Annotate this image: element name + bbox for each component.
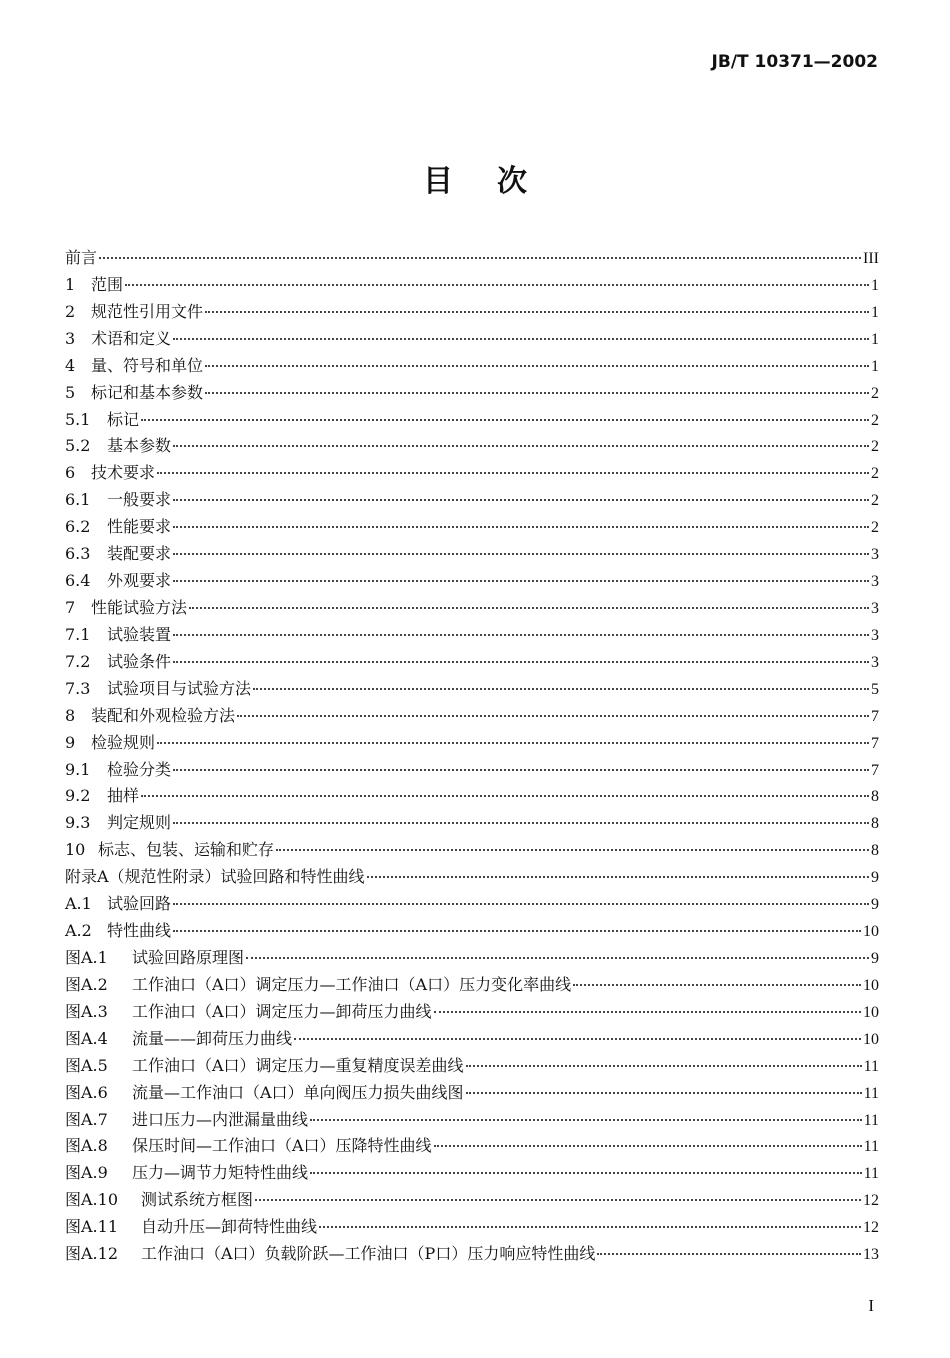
toc-entry[interactable] (65, 891, 879, 918)
toc-entry[interactable] (65, 837, 879, 864)
toc-entry-page: 2 (871, 411, 879, 429)
toc-leader-dots (466, 1092, 862, 1094)
toc-entry-number: 图A.4 (65, 1028, 108, 1048)
toc-entry-number: 9.3 (65, 813, 91, 833)
toc-entry[interactable] (65, 703, 879, 730)
toc-leader-dots (173, 580, 869, 582)
toc-entry-page: 11 (863, 1084, 879, 1102)
toc-entry-title: 前言 (65, 248, 98, 267)
toc-leader-dots (255, 1199, 861, 1201)
toc-entry-number: 图A.9 (65, 1163, 108, 1183)
toc-entry-number: 7.3 (65, 678, 91, 698)
toc-entry[interactable] (65, 1053, 879, 1080)
toc-entry-page: 11 (863, 1057, 879, 1075)
toc-entry-title: 术语和定义 (91, 328, 172, 348)
toc-leader-dots (205, 311, 869, 313)
page-title: 目次 (423, 164, 571, 199)
toc-entry-number: 8 (65, 705, 76, 725)
toc-entry[interactable] (65, 1107, 879, 1134)
toc-entry-number: 5.2 (65, 436, 91, 456)
toc-entry-title: 装配和外观检验方法 (91, 705, 236, 725)
toc-entry[interactable] (65, 595, 879, 622)
toc-entry-number: 5 (65, 382, 76, 402)
toc-leader-dots (205, 365, 869, 367)
toc-entry-page: 11 (863, 1165, 879, 1183)
toc-entry-title: 规范性引用文件 (91, 301, 204, 321)
toc-entry[interactable] (65, 999, 879, 1026)
toc-leader-dots (276, 849, 869, 851)
toc-entry-number: 9.1 (65, 759, 91, 779)
toc-entry-title: 流量——卸荷压力曲线 (132, 1028, 293, 1048)
toc-entry-page: 2 (871, 519, 879, 537)
toc-entry[interactable] (65, 487, 879, 514)
toc-entry-title: 试验回路 (107, 894, 172, 914)
toc-entry[interactable] (65, 1026, 879, 1053)
toc-entry[interactable] (65, 918, 879, 945)
toc-entry-page: 13 (863, 1246, 879, 1264)
toc-entry-title: 一般要求 (107, 490, 172, 510)
toc-entry-title: 检验规则 (91, 732, 156, 752)
toc-entry-page: 11 (863, 1138, 879, 1156)
toc-entry[interactable] (65, 326, 879, 353)
toc-entry-number: 7.2 (65, 651, 91, 671)
toc-leader-dots (173, 903, 869, 905)
toc-entry[interactable] (65, 353, 879, 380)
toc-leader-dots (434, 1011, 861, 1013)
toc-entry-page: 12 (863, 1192, 879, 1210)
toc-entry-number: 9.2 (65, 786, 91, 806)
toc-entry[interactable] (65, 622, 879, 649)
toc-leader-dots (173, 930, 861, 932)
toc-entry-title: 标记和基本参数 (91, 382, 204, 402)
toc-entry-title: 工作油口（A口）调定压力—卸荷压力曲线 (132, 1001, 432, 1021)
toc-entry[interactable] (65, 460, 879, 487)
toc-leader-dots (173, 634, 869, 636)
toc-entry-number: 图A.11 (65, 1217, 119, 1237)
toc-entry-page: 10 (863, 1003, 879, 1021)
toc-leader-dots (173, 526, 869, 528)
toc-entry-number: 6 (65, 463, 76, 483)
toc-entry-page: 12 (863, 1219, 879, 1237)
toc-leader-dots (310, 1119, 862, 1121)
toc-leader-dots (157, 742, 869, 744)
toc-entry[interactable] (65, 514, 879, 541)
toc-entry-title: 测试系统方框图 (141, 1190, 254, 1210)
toc-entry-title: 抽样 (107, 786, 140, 806)
table-of-contents (65, 245, 879, 1268)
toc-entry[interactable] (65, 864, 879, 891)
toc-leader-dots (319, 1226, 861, 1228)
toc-entry-page: 9 (871, 949, 879, 967)
toc-entry-title: 技术要求 (91, 463, 156, 483)
toc-entry[interactable] (65, 1214, 879, 1241)
toc-entry-number: 6.3 (65, 544, 91, 564)
toc-leader-dots (173, 661, 869, 663)
toc-entry[interactable] (65, 541, 879, 568)
toc-leader-dots (173, 445, 869, 447)
toc-entry-number: 10 (65, 840, 86, 860)
toc-entry-title: 特性曲线 (107, 921, 172, 941)
toc-leader-dots (141, 419, 869, 421)
toc-entry[interactable] (65, 1241, 879, 1268)
toc-entry-number: 1 (65, 274, 76, 294)
toc-entry-title: 标志、包装、运输和贮存 (98, 840, 275, 860)
toc-entry-number: 6.2 (65, 517, 91, 537)
toc-entry-page: 8 (871, 842, 879, 860)
toc-entry[interactable] (65, 810, 879, 837)
toc-entry-number: 4 (65, 355, 76, 375)
toc-entry-title: 自动升压—卸荷特性曲线 (141, 1217, 318, 1237)
toc-leader-dots (173, 499, 869, 501)
toc-entry-number: 3 (65, 328, 76, 348)
toc-entry-page: 3 (871, 546, 879, 564)
toc-leader-dots (310, 1172, 862, 1174)
toc-entry[interactable] (65, 676, 879, 703)
toc-entry-page: III (863, 250, 879, 267)
toc-entry-number: 6.4 (65, 571, 91, 591)
toc-entry-title: 判定规则 (107, 813, 172, 833)
toc-leader-dots (205, 392, 869, 394)
toc-entry[interactable] (65, 407, 879, 434)
toc-entry[interactable] (65, 783, 879, 810)
toc-entry-title: 范围 (91, 274, 124, 294)
toc-leader-dots (173, 769, 869, 771)
toc-entry[interactable] (65, 245, 879, 272)
toc-entry[interactable] (65, 945, 879, 972)
toc-entry-page: 2 (871, 438, 879, 456)
toc-leader-dots (367, 876, 869, 878)
toc-entry-title: 检验分类 (107, 759, 172, 779)
toc-entry-number: 2 (65, 301, 76, 321)
toc-entry-title: 性能要求 (107, 517, 172, 537)
toc-entry-title: 外观要求 (107, 571, 172, 591)
toc-entry-page: 3 (871, 653, 879, 671)
toc-entry-page: 7 (871, 761, 879, 779)
toc-entry-number: 图A.7 (65, 1109, 108, 1129)
toc-entry-page: 2 (871, 384, 879, 402)
toc-entry-page: 10 (863, 1030, 879, 1048)
standard-number: JB/T 10371—2002 (711, 52, 878, 72)
toc-entry-number: 图A.10 (65, 1190, 119, 1210)
toc-entry[interactable] (65, 730, 879, 757)
toc-entry-number: 图A.2 (65, 974, 108, 994)
toc-entry-page: 8 (871, 788, 879, 806)
toc-entry-number: 图A.6 (65, 1082, 108, 1102)
toc-entry-page: 1 (871, 276, 879, 294)
toc-entry-title: 基本参数 (107, 436, 172, 456)
toc-entry-number: 图A.5 (65, 1055, 108, 1075)
toc-entry[interactable] (65, 757, 879, 784)
toc-entry-title: 保压时间—工作油口（A口）压降特性曲线 (132, 1136, 432, 1156)
toc-entry[interactable] (65, 1187, 879, 1214)
toc-entry-page: 3 (871, 599, 879, 617)
toc-entry-title: 性能试验方法 (91, 597, 188, 617)
toc-leader-dots (125, 284, 869, 286)
toc-leader-dots (173, 553, 869, 555)
toc-entry-page: 1 (871, 303, 879, 321)
toc-entry-title: 装配要求 (107, 544, 172, 564)
toc-entry[interactable] (65, 299, 879, 326)
toc-leader-dots (99, 257, 861, 259)
toc-leader-dots (466, 1065, 862, 1067)
toc-entry-page: 7 (871, 734, 879, 752)
toc-leader-dots (294, 1038, 861, 1040)
toc-entry-number: A.1 (65, 894, 92, 914)
toc-entry-title: 标记 (107, 409, 140, 429)
toc-entry-number: 9 (65, 732, 76, 752)
toc-entry-page: 8 (871, 815, 879, 833)
toc-entry-number: 图A.8 (65, 1136, 108, 1156)
toc-entry[interactable] (65, 1160, 879, 1187)
toc-entry[interactable] (65, 433, 879, 460)
toc-entry-page: 11 (863, 1111, 879, 1129)
toc-leader-dots (173, 338, 869, 340)
toc-leader-dots (434, 1145, 862, 1147)
toc-entry-title: 试验装置 (107, 624, 172, 644)
toc-entry-title: 试验条件 (107, 651, 172, 671)
toc-entry-number: 5.1 (65, 409, 91, 429)
toc-entry-page: 9 (871, 896, 879, 914)
toc-entry-page: 3 (871, 626, 879, 644)
toc-entry-number: A.2 (65, 921, 92, 941)
toc-entry-page: 9 (871, 869, 879, 887)
toc-entry-number: 7 (65, 597, 76, 617)
toc-entry-page: 10 (863, 976, 879, 994)
toc-leader-dots (173, 822, 869, 824)
toc-entry-title: 流量—工作油口（A口）单向阀压力损失曲线图 (132, 1082, 464, 1102)
toc-entry-title: 工作油口（A口）调定压力—重复精度误差曲线 (132, 1055, 464, 1075)
toc-entry[interactable] (65, 380, 879, 407)
toc-entry-number: 图A.12 (65, 1244, 119, 1264)
toc-entry-page: 5 (871, 680, 879, 698)
toc-leader-dots (246, 957, 869, 959)
toc-entry-title: 工作油口（A口）负载阶跃—工作油口（P口）压力响应特性曲线 (141, 1244, 596, 1264)
toc-entry[interactable] (65, 1133, 879, 1160)
toc-entry-title: 附录A（规范性附录）试验回路和特性曲线 (65, 867, 365, 887)
toc-leader-dots (157, 472, 869, 474)
toc-entry[interactable] (65, 649, 879, 676)
toc-entry-number: 图A.3 (65, 1001, 108, 1021)
toc-entry-title: 量、符号和单位 (91, 355, 204, 375)
toc-entry-title: 试验项目与试验方法 (107, 678, 252, 698)
toc-entry-page: 2 (871, 465, 879, 483)
toc-leader-dots (573, 984, 861, 986)
toc-entry-title: 进口压力—内泄漏量曲线 (132, 1109, 309, 1129)
toc-leader-dots (237, 715, 869, 717)
toc-leader-dots (253, 688, 869, 690)
toc-entry-page: 3 (871, 573, 879, 591)
toc-entry-title: 工作油口（A口）调定压力—工作油口（A口）压力变化率曲线 (132, 974, 572, 994)
toc-leader-dots (141, 795, 869, 797)
toc-entry-page: 1 (871, 330, 879, 348)
toc-entry-title: 压力—调节力矩特性曲线 (132, 1163, 309, 1183)
toc-leader-dots (189, 607, 869, 609)
page-number: I (868, 1296, 874, 1315)
toc-entry[interactable] (65, 972, 879, 999)
toc-entry[interactable] (65, 1080, 879, 1107)
toc-entry-page: 7 (871, 707, 879, 725)
toc-entry-number: 图A.1 (65, 947, 108, 967)
toc-entry-number: 6.1 (65, 490, 91, 510)
toc-entry-title: 试验回路原理图 (132, 947, 245, 967)
toc-entry-page: 1 (871, 357, 879, 375)
toc-entry-page: 10 (863, 923, 879, 941)
toc-entry[interactable] (65, 568, 879, 595)
toc-entry-number: 7.1 (65, 624, 91, 644)
toc-entry-page: 2 (871, 492, 879, 510)
toc-entry[interactable] (65, 272, 879, 299)
toc-leader-dots (597, 1253, 861, 1255)
